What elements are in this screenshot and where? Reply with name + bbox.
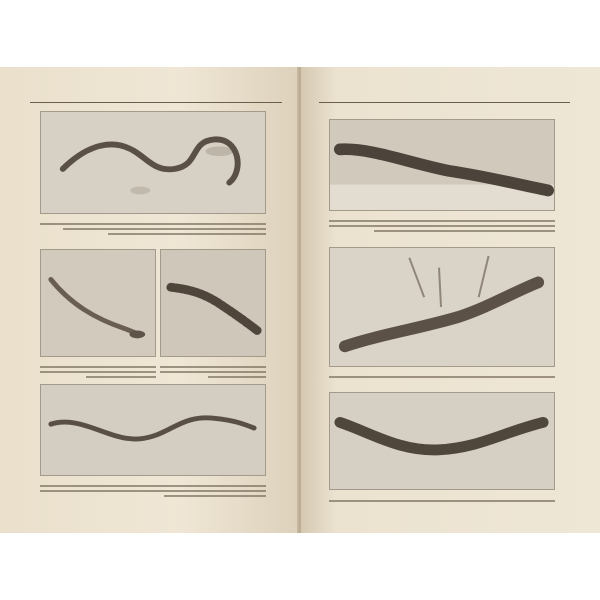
figure-slender-snake	[40, 384, 266, 476]
caption-slender-snake-lines	[40, 482, 266, 500]
right-page-header	[319, 89, 570, 103]
figure-thorny-lizard	[160, 249, 266, 357]
right-page	[301, 67, 600, 533]
thorny-lizard-illustration	[161, 250, 265, 356]
caption-iguana-on-rock-lines	[329, 497, 555, 505]
figure-iguana	[329, 247, 555, 367]
book-spread	[0, 67, 600, 533]
figure-snake	[40, 111, 266, 214]
iguana-illustration	[330, 248, 554, 366]
left-page	[0, 67, 300, 533]
snake-illustration	[41, 112, 265, 213]
left-page-header	[30, 89, 282, 103]
figure-tuatara	[329, 119, 555, 211]
header-rule	[30, 102, 282, 103]
header-rule	[319, 102, 570, 103]
lizard-illustration	[41, 250, 155, 356]
caption-iguana-lines	[329, 373, 555, 381]
figure-lizard	[40, 249, 156, 357]
slender-snake-illustration	[41, 385, 265, 475]
caption-snake-lines	[40, 220, 266, 238]
caption-thorny-lizard-lines	[160, 363, 266, 381]
iguana-on-rock-illustration	[330, 393, 554, 489]
caption-lizard-lines	[40, 363, 156, 381]
figure-iguana-on-rock	[329, 392, 555, 490]
tuatara-illustration	[330, 120, 554, 210]
caption-tuatara-lines	[329, 217, 555, 235]
